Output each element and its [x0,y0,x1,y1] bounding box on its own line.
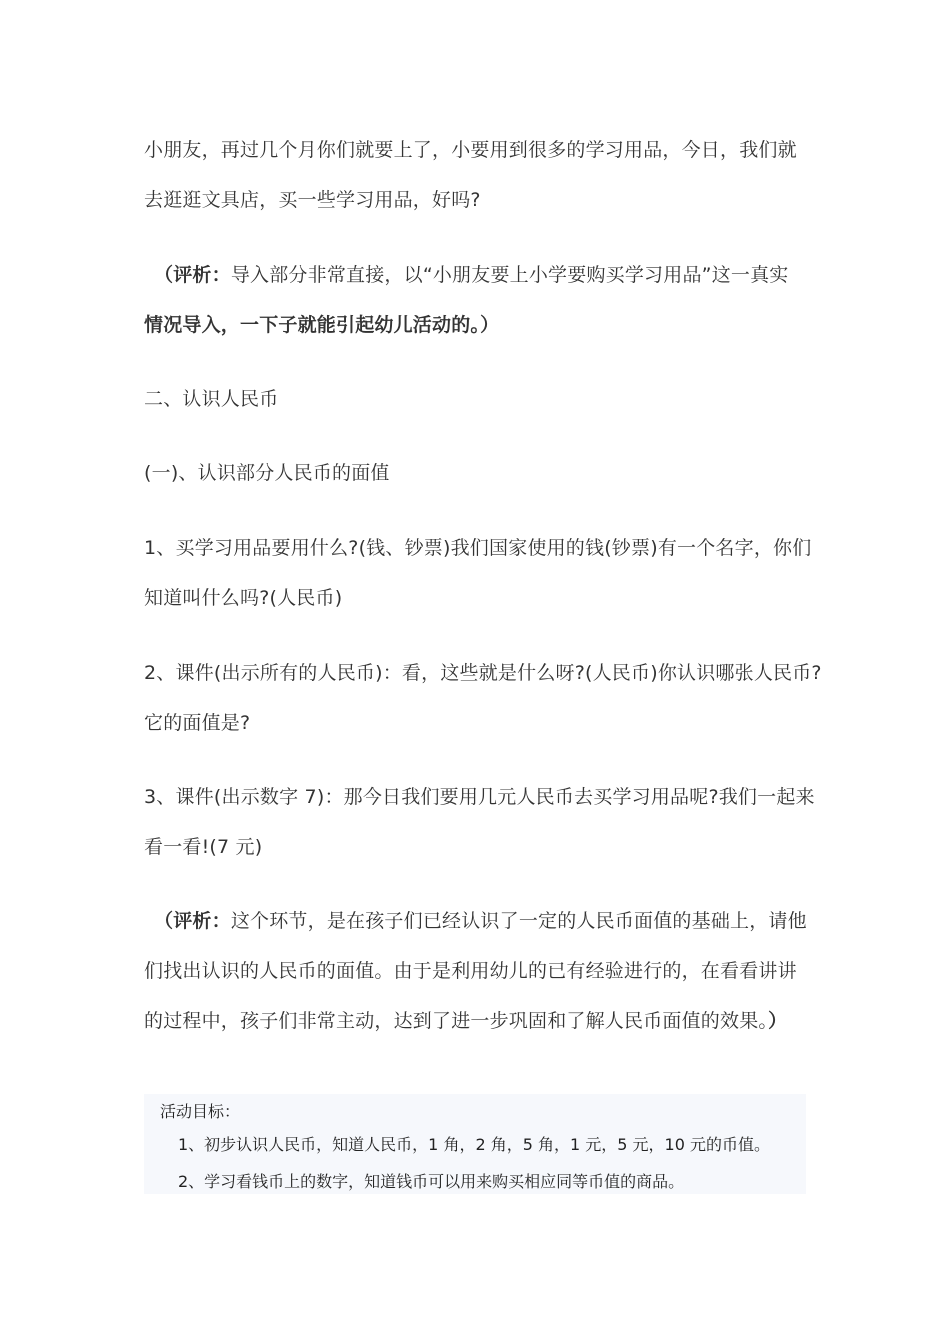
question-2-line-2: 它的面值是? [144,712,251,734]
question-1-line-2: 知道叫什么吗?(人民币) [144,587,343,609]
question-2-line-1: 2、课件(出示所有的人民币)：看，这些就是什么呀?(人民币)你认识哪张人民币? [144,662,822,684]
question-3-paragraph [144,772,819,872]
comment-1-label: （评析： [154,264,231,286]
comment-2-text: 这个环节，是在孩子们已经认识了一定的人民币面值的基础上，请他 [230,910,807,932]
question-2-paragraph [144,648,822,748]
comment-2-line-1 [144,896,819,946]
question-1-paragraph [144,523,819,623]
comment-2-close: ） [768,1010,788,1032]
activity-goal-item: 2、学习看钱币上的数字，知道钱币可以用来购买相应同等币值的商品。 [178,1172,685,1191]
question-3-line-1: 3、课件(出示数字 7)：那今日我们要用几元人民币去买学习用品呢?我们一起来 [144,786,815,808]
activity-goal-item: 1、初步认识人民币，知道人民币，1 角，2 角，5 角，1 元，5 元，10 元的币值。 [178,1135,770,1154]
sub-section-heading: (一)、认识部分人民币的面值 [144,462,390,484]
comment-2-line-3 [144,996,819,1046]
intro-line-1: 小朋友，再过几个月你们就要上了，小要用到很多的学习用品，今日，我们就 [144,139,797,161]
comment-1-text: 导入部分非常直接，以“小朋友要上小学要购买学习用品”这一真实 [230,264,789,286]
question-3-line-2: 看一看!(7 元) [144,836,263,858]
question-1-line-1: 1、买学习用品要用什么?(钱、钞票)我们国家使用的钱(钞票)有一个名字，你们 [144,537,812,559]
comment-2-text-end: 的过程中，孩子们非常主动，达到了进一步巩固和了解人民币面值的效果。 [144,1010,769,1032]
intro-line-2: 去逛逛文具店，买一些学习用品，好吗? [144,189,481,211]
comment-1-line-2: 情况导入，一下子就能引起幼儿活动的。） [144,314,500,336]
comment-2-label: （评析： [154,910,231,932]
section-heading: 二、认识人民币 [144,388,279,410]
intro-paragraph [144,125,819,225]
activity-goals-box [144,1094,806,1194]
comment-1-line-1 [144,250,819,300]
comment-paragraph-1 [144,250,819,350]
activity-goals-title: 活动目标： [160,1102,241,1121]
comment-2-line-2: 们找出认识的人民币的面值。由于是利用幼儿的已有经验进行的，在看看讲讲 [144,960,797,982]
comment-paragraph-2 [144,896,819,1046]
